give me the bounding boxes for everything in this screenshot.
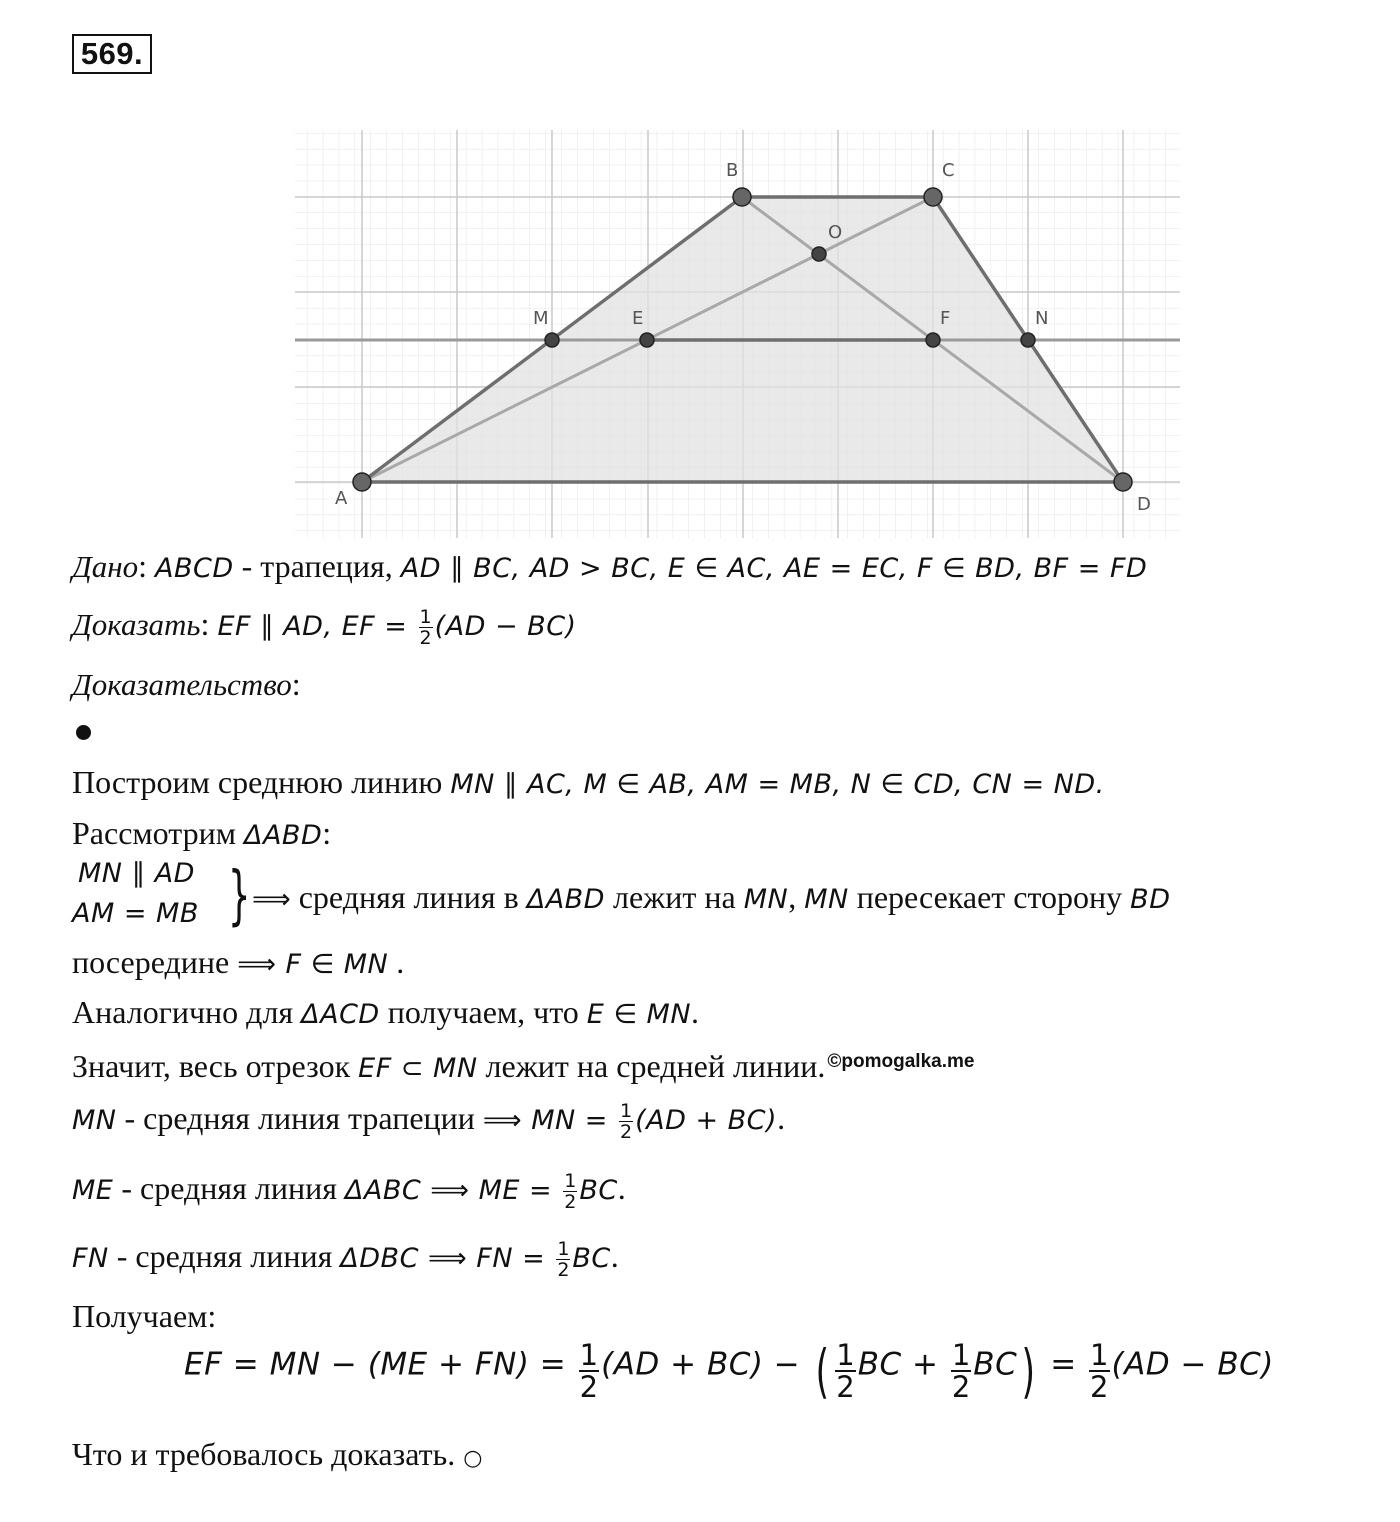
fraction: $\frac{1}{2}$ bbox=[1090, 1338, 1109, 1404]
system-row-2: AM = MB bbox=[72, 898, 199, 929]
fraction: $\frac{1}{2}$ bbox=[564, 1170, 577, 1214]
prove-label: Доказать bbox=[72, 607, 201, 642]
fraction: $\frac{1}{2}$ bbox=[836, 1338, 855, 1404]
given-line: Дано: ABCD - трапеция, AD ∥ BC, AD > BC, E ∈ AC, AE = EC, F ∈ BD, BF = FD bbox=[72, 548, 1148, 584]
proof-line-system-conclusion: ⟹ средняя линия в ΔABD лежит на MN, MN пересекает сторону BD bbox=[252, 879, 1171, 915]
fraction: $\frac{1}{2}$ bbox=[579, 1338, 599, 1404]
proof-label: Доказательство bbox=[72, 667, 292, 702]
label-n: N bbox=[1035, 308, 1049, 329]
label-c: C bbox=[942, 160, 955, 181]
prove-line: Доказать: EF ∥ AD, EF = $\frac{1}{2}$ (AD − BC) bbox=[72, 606, 577, 650]
label-e: E bbox=[632, 308, 644, 329]
proof-line-1: Построим среднюю линию MN ∥ AC, M ∈ AB, AM = MB, N ∈ CD, CN = ND. bbox=[72, 764, 1105, 800]
problem-number: 569. bbox=[72, 34, 152, 74]
proof-line-6: MN - средняя линия трапеции ⟹ MN = $\frac{1}{2}$ (AD + BC). bbox=[72, 1100, 786, 1144]
proof-line-2: Рассмотрим ΔABD: bbox=[72, 815, 332, 851]
proof-line-4: Аналогично для ΔACD получаем, что E ∈ MN. bbox=[72, 994, 700, 1030]
proof-line-7: ME - средняя линия ΔABC ⟹ ME = $\frac{1}{2}$ BC. bbox=[72, 1170, 626, 1214]
right-brace: } bbox=[228, 859, 251, 933]
proof-line-3: посередине ⟹ F ∈ MN . bbox=[72, 944, 405, 980]
end-of-proof-mark: ○ bbox=[463, 1446, 483, 1471]
conclusion-line: Что и требовалось доказать. ○ bbox=[72, 1436, 483, 1472]
label-o: O bbox=[828, 222, 843, 243]
final-equation: EF = MN − (ME + FN) = $\frac{1}{2}$ (AD + BC) − ( $\frac{1}{2}$ BC + $\frac{1}{2}$ BC) = $\frac{1}{2}$ (AD − BC) bbox=[184, 1337, 1274, 1405]
proof-line-8: FN - средняя линия ΔDBC ⟹ FN = $\frac{1}{2}$ BC. bbox=[72, 1238, 619, 1282]
left-paren: ( bbox=[815, 1337, 829, 1405]
proof-line-5: Значит, весь отрезок EF ⊂ MN лежит на средней линии. $^{©pomogalka.me}$ bbox=[72, 1048, 975, 1084]
point-n bbox=[1021, 333, 1035, 347]
label-m: M bbox=[533, 308, 549, 329]
bullet-point bbox=[76, 725, 91, 740]
condition-system bbox=[72, 858, 252, 938]
fraction: $\frac{1}{2}$ bbox=[557, 1238, 570, 1282]
point-a bbox=[353, 473, 371, 491]
right-paren: ) bbox=[1021, 1337, 1036, 1405]
label-d: D bbox=[1137, 494, 1151, 515]
system-row-1: MN ∥ AD bbox=[78, 858, 195, 889]
label-f: F bbox=[940, 308, 951, 329]
fraction: $\frac{1}{2}$ bbox=[619, 1100, 633, 1144]
point-b bbox=[733, 188, 751, 206]
proof-line-9: Получаем: bbox=[72, 1298, 217, 1334]
given-label: Дано bbox=[72, 549, 139, 584]
point-c bbox=[924, 188, 942, 206]
point-f bbox=[926, 333, 940, 347]
fraction: $\frac{1}{2}$ bbox=[419, 606, 432, 650]
trapezoid-figure bbox=[295, 130, 1185, 540]
proof-label-line: Доказательство: bbox=[72, 666, 301, 702]
watermark: ©pomogalka.me bbox=[827, 1051, 975, 1072]
point-d bbox=[1114, 473, 1132, 491]
label-b: B bbox=[726, 160, 739, 181]
point-m bbox=[545, 333, 559, 347]
fraction: $\frac{1}{2}$ bbox=[951, 1338, 971, 1404]
point-e bbox=[640, 333, 654, 347]
label-a: A bbox=[335, 488, 348, 509]
point-o bbox=[812, 247, 826, 261]
